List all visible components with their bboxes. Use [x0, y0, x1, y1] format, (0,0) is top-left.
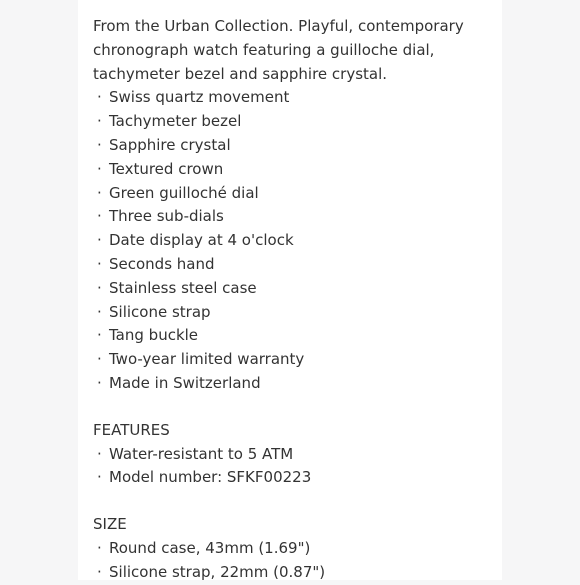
list-item-text: Made in Switzerland: [109, 373, 261, 392]
bullet: ·: [97, 350, 102, 369]
list-item-text: Seconds hand: [109, 254, 215, 273]
bullet: ·: [97, 538, 102, 557]
list-item: [93, 229, 488, 253]
list-item-text: Three sub-dials: [109, 207, 224, 226]
bullet: ·: [97, 444, 102, 463]
list-item-text: Textured crown: [109, 159, 224, 178]
bullet: ·: [97, 135, 102, 154]
bullet: ·: [97, 88, 102, 107]
list-item-text: Green guilloché dial: [109, 183, 259, 202]
list-item: [93, 443, 488, 467]
bullet: ·: [97, 326, 102, 345]
list-item-text: Round case, 43mm (1.69"): [109, 538, 311, 557]
bullet: ·: [97, 562, 102, 581]
list-item-text: Water-resistant to 5 ATM: [109, 444, 294, 463]
list-item: [93, 324, 488, 348]
list-item: [93, 348, 488, 372]
list-item-text: Tang buckle: [109, 326, 199, 345]
bullet: ·: [97, 231, 102, 250]
list-item: [93, 110, 488, 134]
list-item-text: Model number: SFKF00223: [109, 468, 312, 487]
details-list: [93, 86, 488, 395]
list-item: [93, 561, 488, 585]
list-item: [93, 466, 488, 490]
list-item-text: Tachymeter bezel: [109, 112, 242, 131]
list-item-text: Date display at 4 o'clock: [109, 231, 294, 250]
intro-paragraph: From the Urban Collection. Playful, contemporary chronograph watch featuring a guilloche dial, tachymeter bezel and sapphire crystal.: [93, 17, 464, 83]
bullet: ·: [97, 254, 102, 273]
bullet: ·: [97, 468, 102, 487]
list-item: [93, 205, 488, 229]
list-item-text: Swiss quartz movement: [109, 88, 290, 107]
product-description: [93, 15, 488, 585]
list-item-text: Silicone strap, 22mm (0.87"): [109, 562, 326, 581]
features-heading: FEATURES: [93, 420, 170, 439]
list-item-text: Sapphire crystal: [109, 135, 231, 154]
bullet: ·: [97, 207, 102, 226]
bullet: ·: [97, 373, 102, 392]
bullet: ·: [97, 183, 102, 202]
list-item: [93, 182, 488, 206]
list-item: [93, 277, 488, 301]
list-item: [93, 86, 488, 110]
size-list: [93, 537, 488, 585]
features-list: [93, 443, 488, 491]
bullet: ·: [97, 278, 102, 297]
size-heading: SIZE: [93, 515, 127, 534]
list-item-text: Silicone strap: [109, 302, 211, 321]
list-item: [93, 301, 488, 325]
bullet: ·: [97, 302, 102, 321]
bullet: ·: [97, 112, 102, 131]
list-item: [93, 537, 488, 561]
list-item: [93, 134, 488, 158]
list-item-text: Two-year limited warranty: [109, 350, 305, 369]
bullet: ·: [97, 159, 102, 178]
list-item-text: Stainless steel case: [109, 278, 257, 297]
list-item: [93, 158, 488, 182]
list-item: [93, 372, 488, 396]
list-item: [93, 253, 488, 277]
